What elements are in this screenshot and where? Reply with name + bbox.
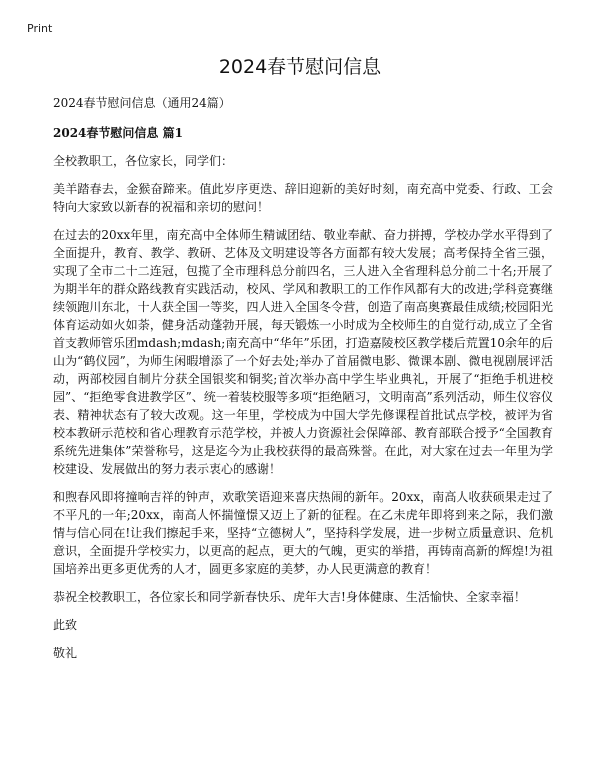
section-heading: 2024春节慰问信息 篇1 [53, 126, 183, 140]
greeting-paragraph: 全校教职工，各位家长，同学们： [53, 154, 234, 168]
page-title: 2024春节慰问信息 [218, 56, 382, 78]
review-paragraph: 在过去的20xx年里，南充高中全体师生精诚团结、敬业奉献、奋力拼搏，学校办学水平得到了全面提升，教育、教学、教研、艺体及文明建设等各方面都有较大发展；高考保持全省三强，实现了全市二十二连冠，包揽了全市理科总分前四名，三人进入全省理科总分前二十名;开展了为期半年的群众路线教育实践活动，校风、学风和教职工的工作作风都有大的改进;学科竞赛继续领跑川东北，十人获全国一等奖，四人进入全国冬令营，创造了南高奥赛最佳成绩;校园阳光体育运动如火如荼，健身活动蓬勃开展，每天锻炼一小时成为全校师生的自觉行动,成立了全省首支教师管乐团mdash;mdash;南充高中“华年”乐团，打造嘉陵校区教学楼后荒置10余年的后山为“鹤仪园”，为师生闲暇增添了一个好去处;举办了首届微电影、微课本剧、微电视剧展评活动，两部校园自制片分获全国银奖和铜奖;首次举办高中学生毕业典礼，开展了“拒绝手机进校园”、“拒绝零食进教学区”、统一着装校服等多项“拒绝陋习，文明南高”系列活动，师生仪容仪表、精神状态有了较大改观。这一年里，学校成为中国大学先修课程首批试点学校，被评为省校本教研示范校和省心理教育示范学校，并被人力资源社会保障部、教育部联合授予“全国教育系统先进集体”荣誉称号，这是迄今为止我校获得的最高殊誉。在此，对大家在过去一年里为学校建设、发展做出的努力表示衷心的感谢！ [53, 228, 553, 476]
signoff-line: 此致 [53, 618, 78, 632]
signoff-salute: 敬礼 [53, 646, 78, 660]
document-body [53, 94, 553, 672]
opening-paragraph: 美羊踏春去，金猴奋蹄来。值此岁序更迭、辞旧迎新的美好时刻，南充高中党委、行政、工会特向大家致以新春的祝福和亲切的慰问！ [53, 182, 553, 214]
document-subtitle: 2024春节慰问信息（通用24篇） [53, 96, 231, 110]
print-link[interactable]: Print [27, 22, 53, 35]
outlook-paragraph: 和煦春风即将撞响吉祥的钟声，欢歌笑语迎来喜庆热闹的新年。20xx，南高人收获硕果走过了不平凡的一年;20xx，南高人怀揣憧憬又迈上了新的征程。在乙未虎年即将到来之际，我们激情与信心同在!让我们擦起手来，坚持“立德树人”，坚持科学发展，进一步树立质量意识、危机意识，全面提升学校实力，以更高的起点，更大的气魄，更实的举措，再铸南高新的辉煌!为祖国培养出更多更优秀的人才，圆更多家庭的美梦，办人民更满意的教育！ [53, 490, 553, 576]
wishes-paragraph: 恭祝全校教职工，各位家长和同学新春快乐、虎年大吉!身体健康、生活愉快、全家幸福！ [53, 590, 526, 604]
